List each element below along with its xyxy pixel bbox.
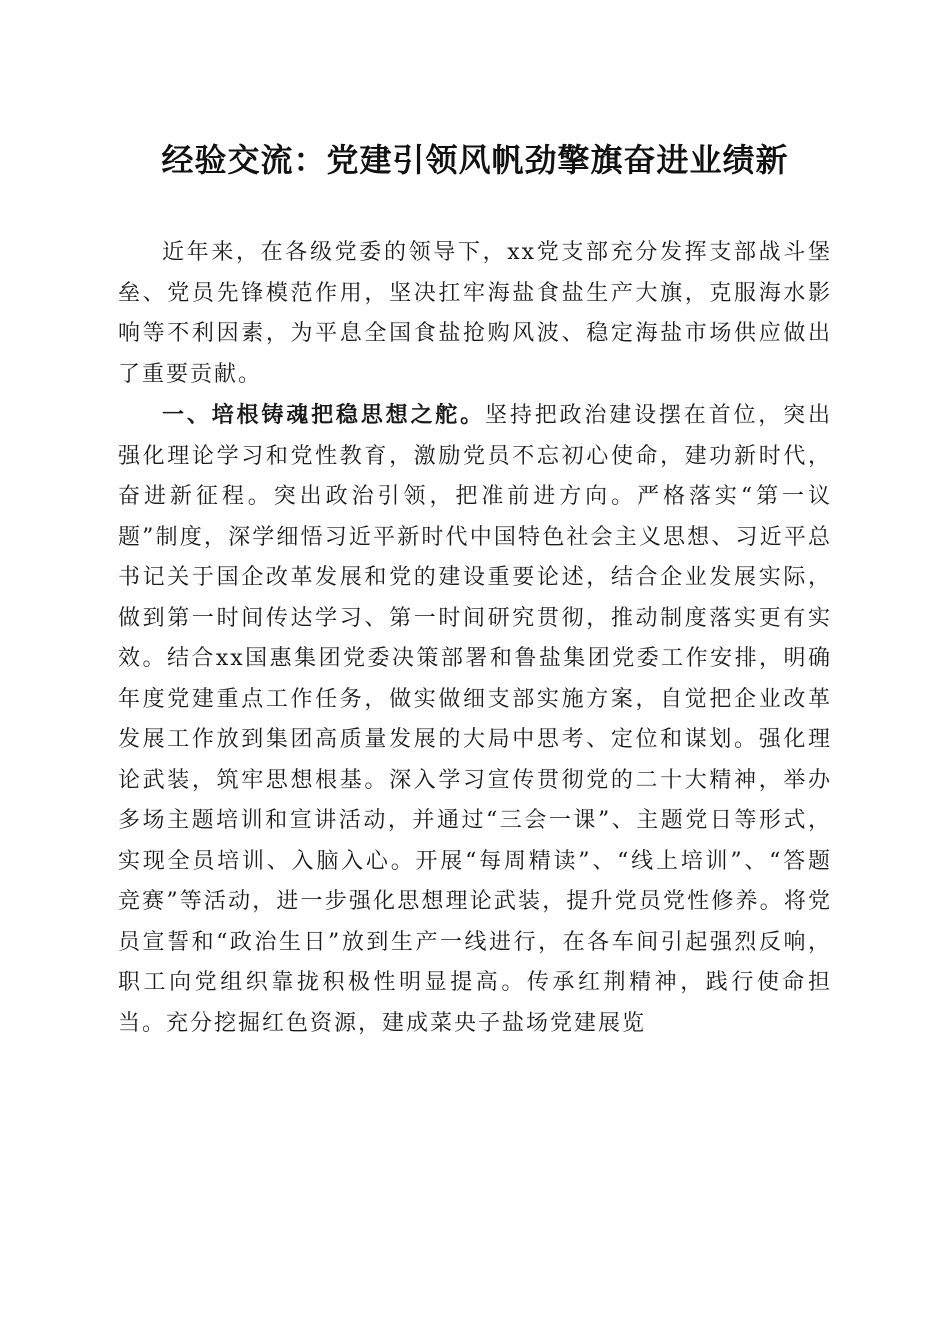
section-one-paragraph <box>118 395 832 1044</box>
section-one-text: 坚持把政治建设摆在首位，突出强化理论学习和党性教育，激励党员不忘初心使命，建功新时代，奋进新征程。突出政治引领，把准前进方向。严格落实“第一议题”制度，深学细悟习近平新时代中国特色社会主义思想、习近平总书记关于国企改革发展和党的建设重要论述，结合企业发展实际，做到第一时间传达学习、第一时间研究贯彻，推动制度落实更有实效。结合xx国惠集团党委决策部署和鲁盐集团党委工作安排，明确年度党建重点工作任务，做实做细支部实施方案，自觉把企业改革发展工作放到集团高质量发展的大局中思考、定位和谋划。强化理论武装，筑牢思想根基。深入学习宣传贯彻党的二十大精神，举办多场主题培训和宣讲活动，并通过“三会一课”、主题党日等形式，实现全员培训、入脑入心。开展“每周精读”、“线上培训”、“答题竞赛”等活动，进一步强化思想理论武装，提升党员党性修养。将党员宣誓和“政治生日”放到生产一线进行，在各车间引起强烈反响，职工向党组织靠拢积极性明显提高。传承红荆精神，践行使命担当。充分挖掘红色资源，建成菜央子盐场党建展览 <box>118 403 832 1036</box>
intro-paragraph <box>118 233 832 395</box>
document-body <box>118 233 832 1044</box>
section-one-heading: 一、培根铸魂把稳思想之舵。 <box>162 402 485 428</box>
document-title: 经验交流：党建引领风帆劲擎旗奋进业绩新 <box>161 141 789 179</box>
intro-paragraph-text: 近年来，在各级党委的领导下，xx党支部充分发挥支部战斗堡垒、党员先锋模范作用，坚决扛牢海盐食盐生产大旗，克服海水影响等不利因素，为平息全国食盐抢购风波、稳定海盐市场供应做出了重要贡献。 <box>118 240 832 387</box>
